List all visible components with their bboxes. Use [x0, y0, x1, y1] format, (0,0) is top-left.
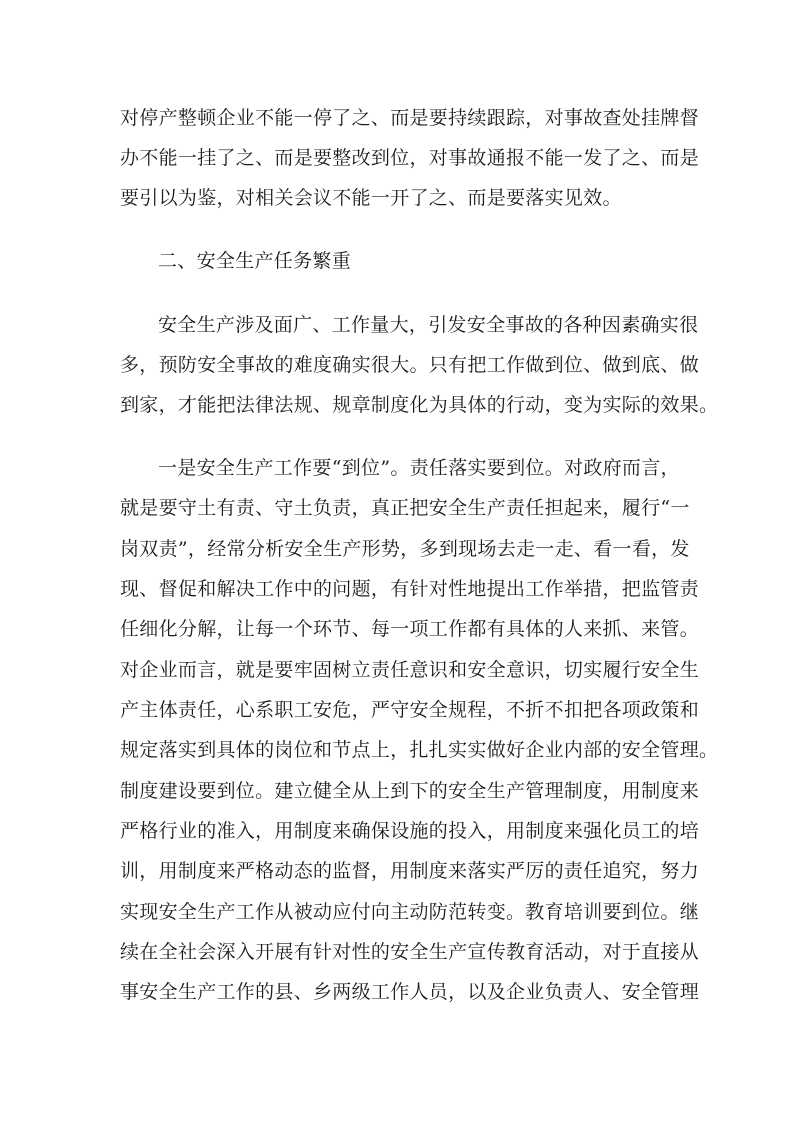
paragraph-line: 任细化分解，让每一个环节、每一项工作都有具体的人来抓、来管。 [120, 618, 700, 640]
paragraph-line: 到家，才能把法律法规、规章制度化为具体的行动，变为实际的效果。 [120, 394, 719, 416]
paragraph-line: 严格行业的准入，用制度来确保设施的投入，用制度来强化员工的培 [120, 820, 700, 842]
paragraph-line: 制度建设要到位。建立健全从上到下的安全生产管理制度，用制度来 [120, 780, 700, 802]
paragraph-line: 现、督促和解决工作中的问题，有针对性地提出工作举措，把监管责 [120, 578, 700, 600]
paragraph-line: 规定落实到具体的岗位和节点上，扎扎实实做好企业内部的安全管理。 [120, 739, 719, 761]
paragraph-line: 办不能一挂了之、而是要整改到位，对事故通报不能一发了之、而是 [120, 147, 700, 169]
paragraph-line: 训，用制度来严格动态的监督，用制度来落实严厉的责任追究，努力 [120, 860, 700, 882]
paragraph-line: 就是要守土有责、守土负责，真正把安全生产责任担起来，履行“一 [120, 497, 690, 519]
paragraph-line: 安全生产涉及面广、工作量大，引发安全事故的各种因素确实很 [158, 314, 699, 336]
paragraph-line: 对停产整顿企业不能一停了之、而是要持续跟踪，对事故查处挂牌督 [120, 107, 700, 129]
paragraph-line: 实现安全生产工作从被动应付向主动防范转变。教育培训要到位。继 [120, 901, 700, 923]
paragraph-line: 事安全生产工作的县、乡两级工作人员，以及企业负责人、安全管理 [120, 981, 700, 1003]
paragraph-line: 多，预防安全事故的难度确实很大。只有把工作做到位、做到底、做 [120, 354, 700, 376]
section-heading: 二、安全生产任务繁重 [158, 250, 352, 272]
paragraph-line: 岗双责”，经常分析安全生产形势，多到现场去走一走、看一看，发 [120, 538, 690, 560]
paragraph-line: 续在全社会深入开展有针对性的安全生产宣传教育活动，对于直接从 [120, 941, 700, 963]
paragraph-line: 产主体责任，心系职工安危，严守安全规程，不折不扣把各项政策和 [120, 699, 700, 721]
paragraph-line: 对企业而言，就是要牢固树立责任意识和安全意识，切实履行安全生 [120, 659, 700, 681]
paragraph-line: 一是安全生产工作要“到位”。责任落实要到位。对政府而言， [158, 457, 680, 479]
paragraph-line: 要引以为鉴，对相关会议不能一开了之、而是要落实见效。 [120, 187, 622, 209]
